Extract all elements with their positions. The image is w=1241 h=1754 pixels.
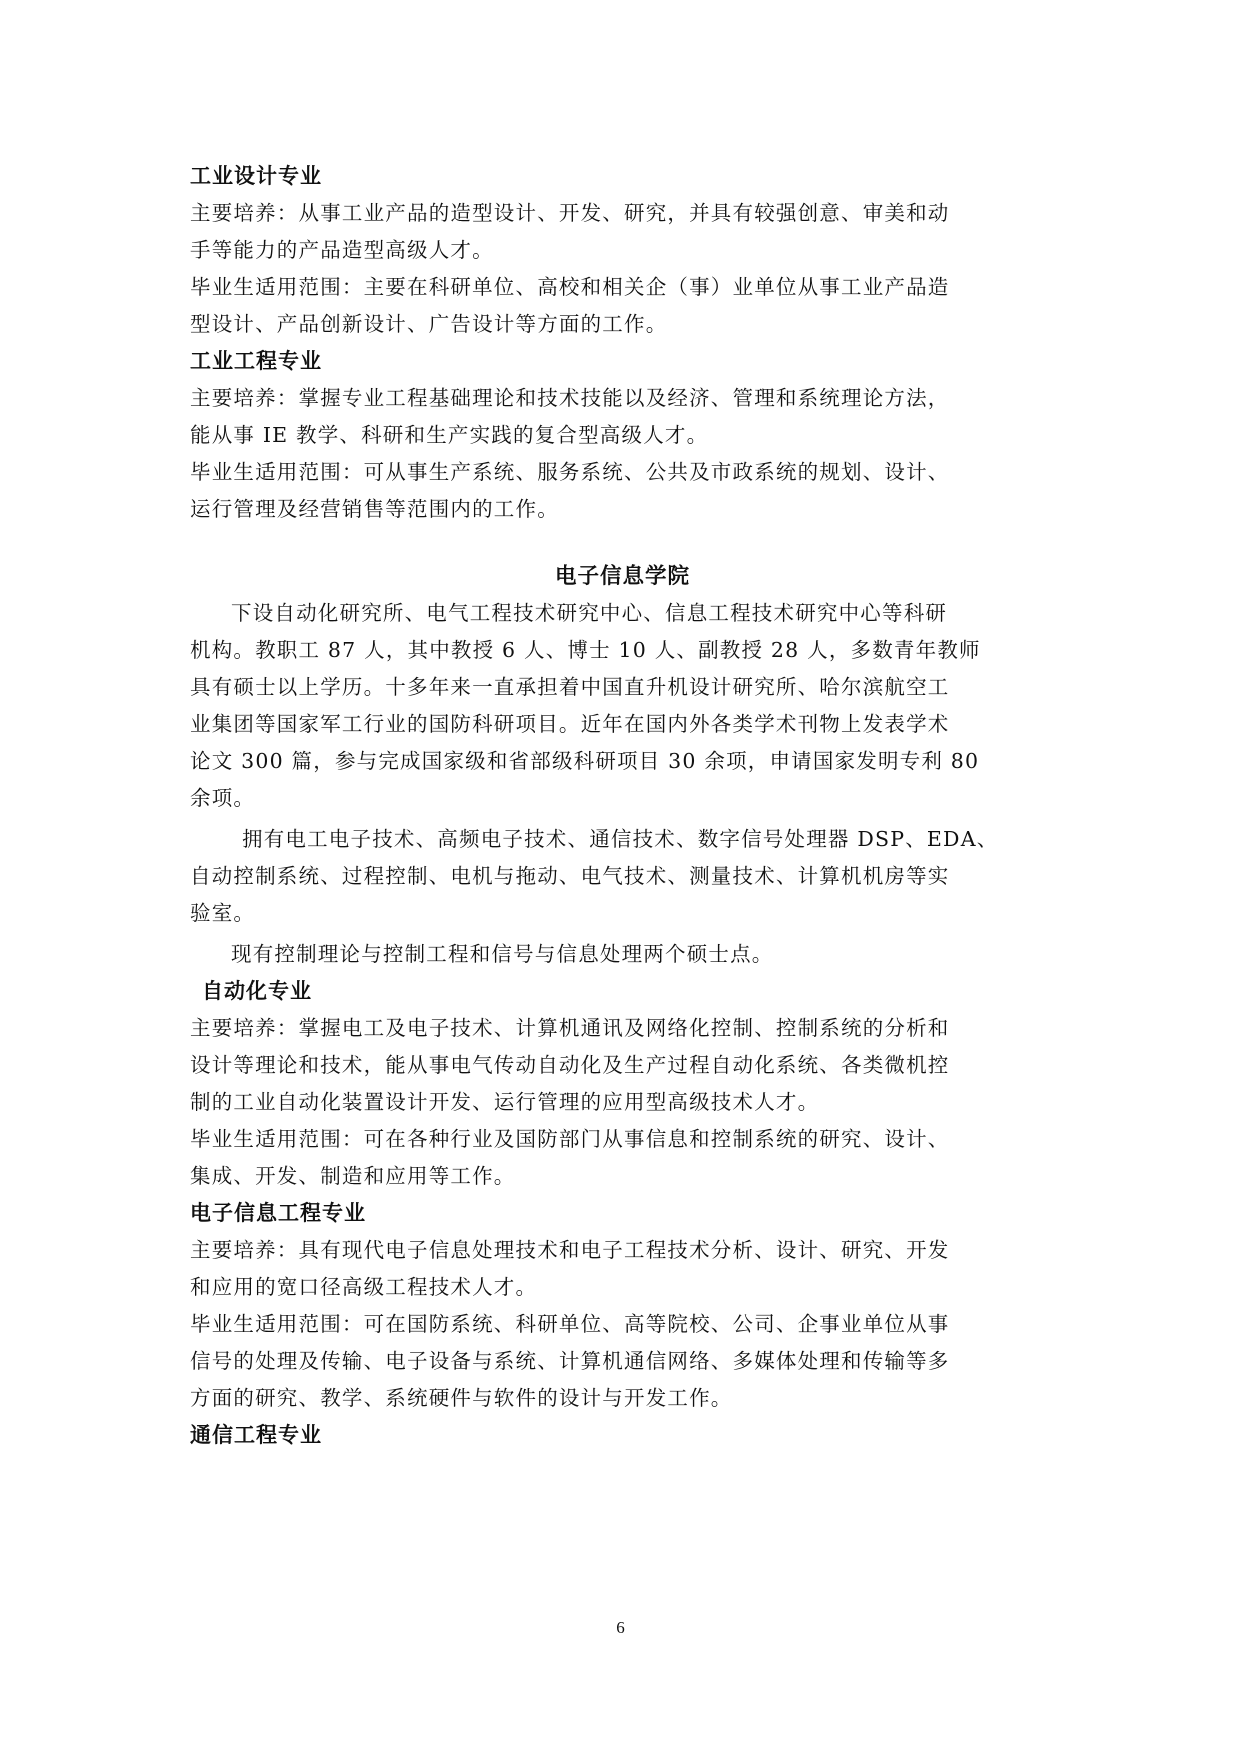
- section-heading: 电子信息工程专业: [190, 1201, 366, 1225]
- text-line: 机构。教职工 87 人，其中教授 6 人、博士 10 人、副教授 28 人，多数青年教师: [190, 638, 981, 662]
- text-line: 制的工业自动化装置设计开发、运行管理的应用型高级技术人才。: [190, 1090, 820, 1114]
- page-number: 6: [616, 1618, 625, 1637]
- section-heading: 自动化专业: [202, 979, 312, 1003]
- text-line: 余项。: [190, 786, 256, 810]
- text-line: 论文 300 篇，参与完成国家级和省部级科研项目 30 余项，申请国家发明专利 80: [190, 749, 980, 773]
- text-line: 和应用的宽口径高级工程技术人才。: [190, 1275, 538, 1299]
- text-line: 手等能力的产品造型高级人才。: [190, 238, 494, 262]
- text-line: 毕业生适用范围：主要在科研单位、高校和相关企（事）业单位从事工业产品造: [190, 275, 950, 299]
- text-line: 主要培养：掌握专业工程基础理论和技术技能以及经济、管理和系统理论方法，: [190, 386, 950, 410]
- text-line: 设计等理论和技术，能从事电气传动自动化及生产过程自动化系统、各类微机控: [190, 1053, 950, 1077]
- page-content: [190, 158, 1055, 1454]
- text-line: 验室。: [190, 901, 256, 925]
- text-line: 自动控制系统、过程控制、电机与拖动、电气技术、测量技术、计算机机房等实: [190, 864, 950, 888]
- section-heading: 工业设计专业: [190, 164, 322, 188]
- text-line: 信号的处理及传输、电子设备与系统、计算机通信网络、多媒体处理和传输等多: [190, 1349, 950, 1373]
- text-line: 拥有电工电子技术、高频电子技术、通信技术、数字信号处理器 DSP、EDA、: [242, 827, 999, 851]
- section-heading: 工业工程专业: [190, 349, 322, 373]
- text-line: 毕业生适用范围：可在各种行业及国防部门从事信息和控制系统的研究、设计、: [190, 1127, 950, 1151]
- text-line: 方面的研究、教学、系统硬件与软件的设计与开发工作。: [190, 1386, 733, 1410]
- text-line: 主要培养：从事工业产品的造型设计、开发、研究，并具有较强创意、审美和动: [190, 201, 950, 225]
- text-line: 毕业生适用范围：可在国防系统、科研单位、高等院校、公司、企事业单位从事: [190, 1312, 950, 1336]
- college-title: 电子信息学院: [554, 564, 690, 589]
- text-line: 能从事 IE 教学、科研和生产实践的复合型高级人才。: [190, 423, 709, 447]
- text-line: 业集团等国家军工行业的国防科研项目。近年在国内外各类学术刊物上发表学术: [190, 712, 950, 736]
- text-line: 主要培养：掌握电工及电子技术、计算机通讯及网络化控制、控制系统的分析和: [190, 1016, 950, 1040]
- section-heading: 通信工程专业: [190, 1423, 322, 1447]
- text-line: 毕业生适用范围：可从事生产系统、服务系统、公共及市政系统的规划、设计、: [190, 460, 950, 484]
- text-line: 主要培养：具有现代电子信息处理技术和电子工程技术分析、设计、研究、开发: [190, 1238, 950, 1262]
- text-line: 现有控制理论与控制工程和信号与信息处理两个硕士点。: [231, 942, 774, 966]
- text-line: 具有硕士以上学历。十多年来一直承担着中国直升机设计研究所、哈尔滨航空工: [190, 675, 950, 699]
- text-line: 型设计、产品创新设计、广告设计等方面的工作。: [190, 312, 668, 336]
- text-line: 运行管理及经营销售等范围内的工作。: [190, 497, 559, 521]
- text-line: 集成、开发、制造和应用等工作。: [190, 1164, 516, 1188]
- text-line: 下设自动化研究所、电气工程技术研究中心、信息工程技术研究中心等科研: [231, 601, 948, 625]
